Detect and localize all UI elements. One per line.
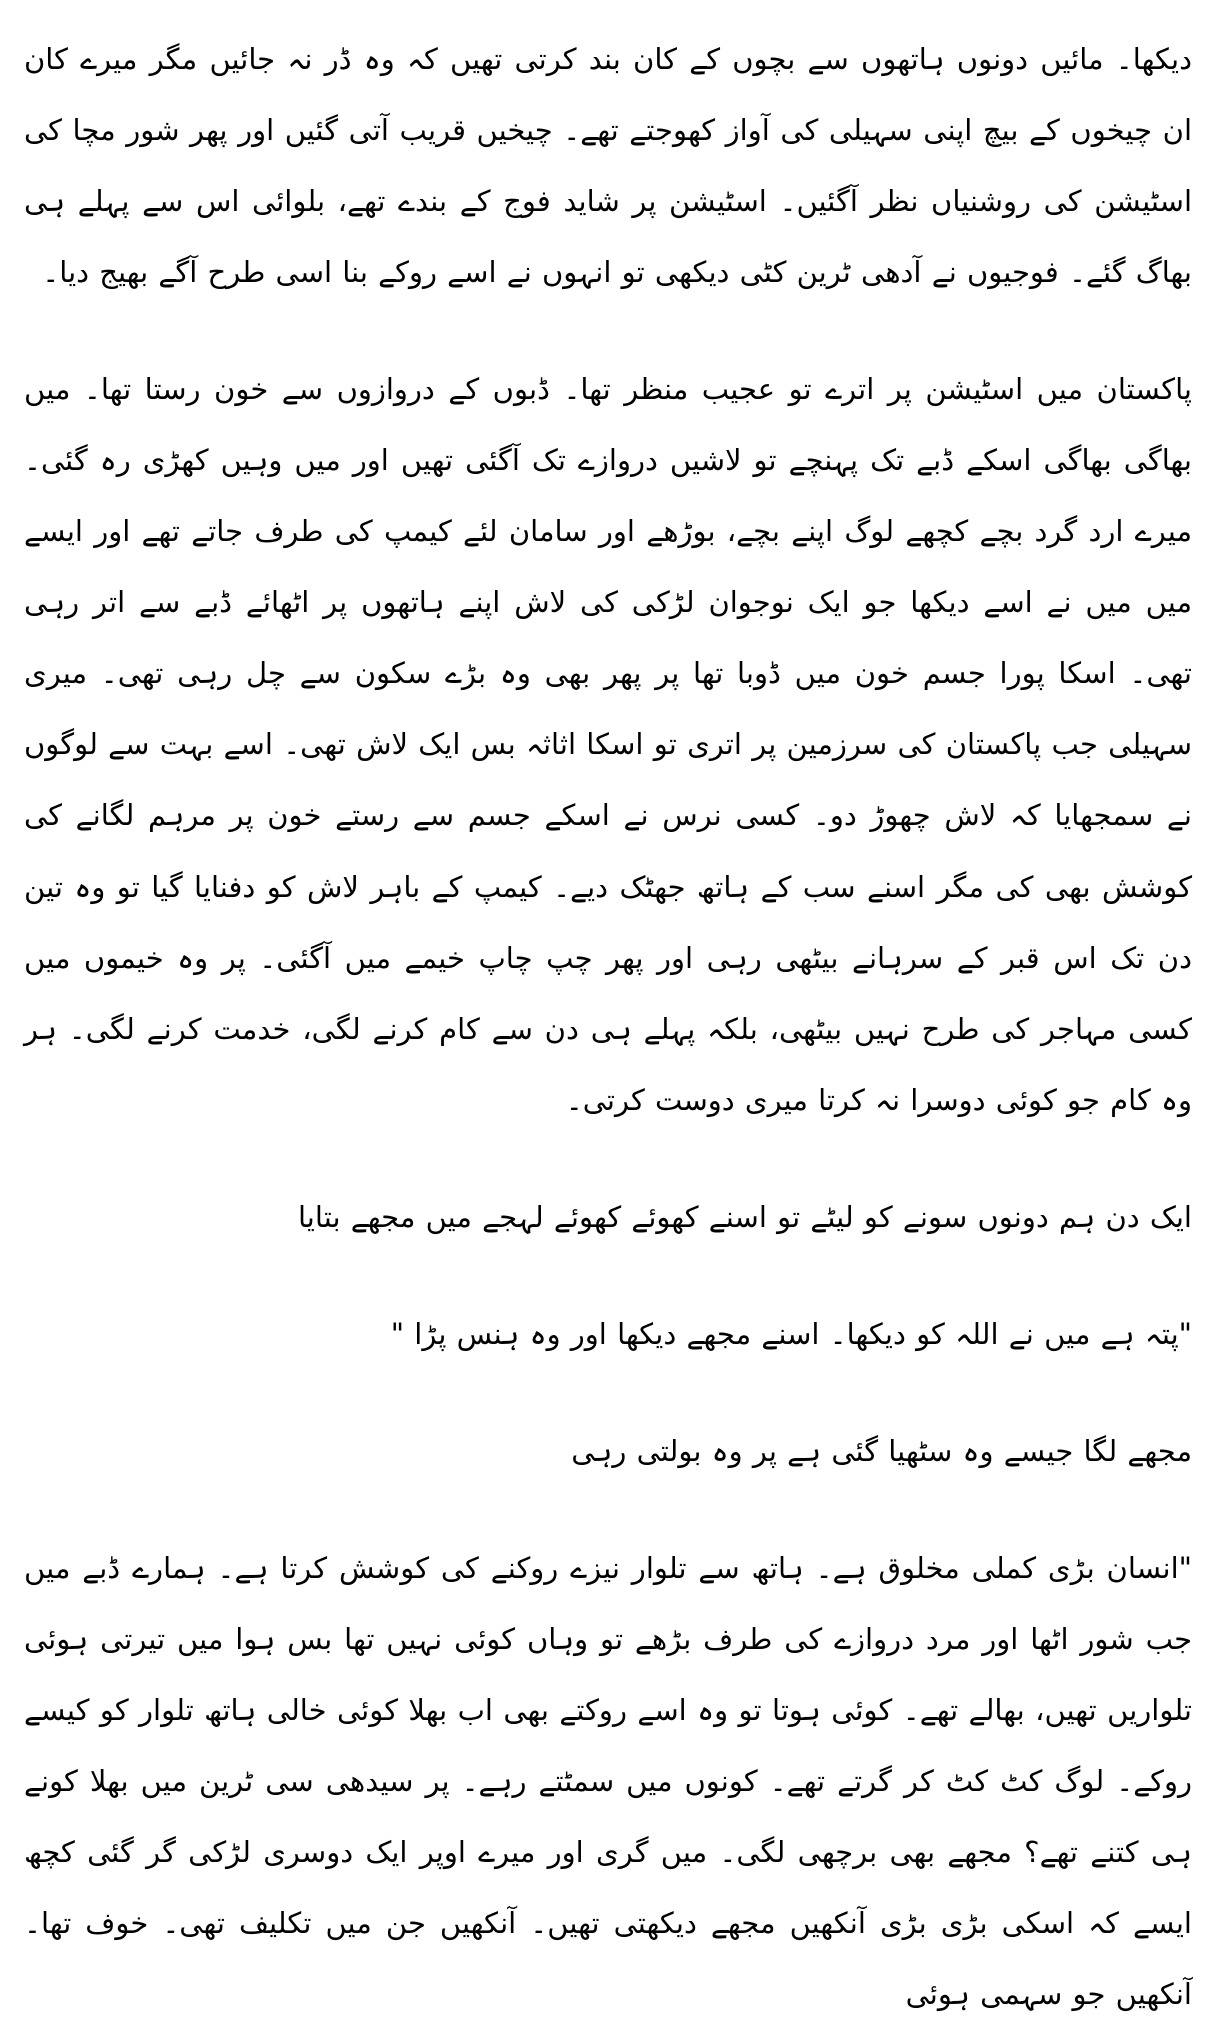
story-paragraph-one-night-intro: ایک دن ہم دونوں سونے کو لیٹے تو اسنے کھوئے کھوئے لہجے میں مجھے بتایا bbox=[297, 1199, 1192, 1234]
story-quote-human-creature: "انسان بڑی کملی مخلوق ہے۔ ہاتھ سے تلوار نیزے روکنے کی کوشش کرتا ہے۔ ہمارے ڈبے میں جب شور اٹھا اور مرد دروازے کی طرف بڑھے تو وہاں کوئی نہیں تھا بس ہوا میں تیرتی ہوئی تلواریں تھیں، بھالے تھے۔ کوئی ہوتا تو وہ اسے روکتے بھی اب بھلا کوئی خالی ہاتھ تلوار کو کیسے روکے۔ لوگ کٹ کٹ کر گرتے تھے۔ کونوں میں سمٹتے رہے۔ پر سیدھی سی ٹرین میں بھلا کونے ہی کتنے تھے؟ مجھے بھی برچھی لگی۔ میں گری اور میرے اوپر ایک دوسری لڑکی گر گئی کچھ ایسے کہ اسکی بڑی بڑی آنکھیں مجھے دیکھتی تھیں۔ آنکھیں جن میں تکلیف تھی۔ خوف تھا۔ آنکھیں جو سہمی ہوئی bbox=[24, 1550, 1192, 2012]
story-paragraph-she-kept-talking: مجھے لگا جیسے وہ سٹھیا گئی ہے پر وہ بولتی رہی bbox=[571, 1433, 1192, 1468]
story-quote-saw-god: "پتہ ہے میں نے اللہ کو دیکھا۔ اسنے مجھے دیکھا اور وہ ہنس پڑا " bbox=[390, 1316, 1192, 1351]
story-paragraph-pakistan-arrival: پاکستان میں اسٹیشن پر اترے تو عجیب منظر تھا۔ ڈبوں کے دروازوں سے خون رستا تھا۔ میں بھاگی بھاگی اسکے ڈبے تک پہنچے تو لاشیں دروازے تک آگئی تھیں اور میں وہیں کھڑی رہ گئی۔ میرے ارد گرد بچے کچھے لوگ اپنے بچے، بوڑھے اور سامان لئے کیمپ کی طرف جاتے تھے اور ایسے میں میں نے اسے دیکھا جو ایک نوجوان لڑکی کی لاش اپنے ہاتھوں پر اٹھائے ڈبے سے اتر رہی تھی۔ اسکا پورا جسم خون میں ڈوبا تھا پر پھر بھی وہ بڑے سکون سے چل رہی تھی۔ میری سہیلی جب پاکستان کی سرزمین پر اتری تو اسکا اثاثہ بس ایک لاش تھی۔ اسے بہت سے لوگوں نے سمجھایا کہ لاش چھوڑ دو۔ کسی نرس نے اسکے جسم سے رستے خون پر مرہم لگانے کی کوشش بھی کی مگر اسنے سب کے ہاتھ جھٹک دیے۔ کیمپ کے باہر لاش کو دفنایا گیا تو وہ تین دن تک اس قبر کے سرہانے بیٹھی رہی اور پھر چپ چاپ خیمے میں آگئی۔ پر وہ خیموں میں کسی مہاجر کی طرح نہیں بیٹھی، بلکہ پہلے ہی دن سے کام کرنے لگی، خدمت کرنے لگی۔ ہر وہ کام جو کوئی دوسرا نہ کرتا میری دوست کرتی۔ bbox=[24, 372, 1192, 1117]
story-paragraph-train-station: دیکھا۔ مائیں دونوں ہاتھوں سے بچوں کے کان بند کرتی تھیں کہ وہ ڈر نہ جائیں مگر میرے کان ان چیخوں کے بیچ اپنی سہیلی کی آواز کھوجتے تھے۔ چیخیں قریب آتی گئیں اور پھر شور مچا کی اسٹیشن کی روشنیاں نظر آگئیں۔ اسٹیشن پر شاید فوج کے بندے تھے، بلوائی اس سے پہلے ہی بھاگ گئے۔ فوجیوں نے آدھی ٹرین کٹی دیکھی تو انہوں نے اسے روکے بنا اسی طرح آگے بھیج دیا۔ bbox=[24, 42, 1192, 290]
